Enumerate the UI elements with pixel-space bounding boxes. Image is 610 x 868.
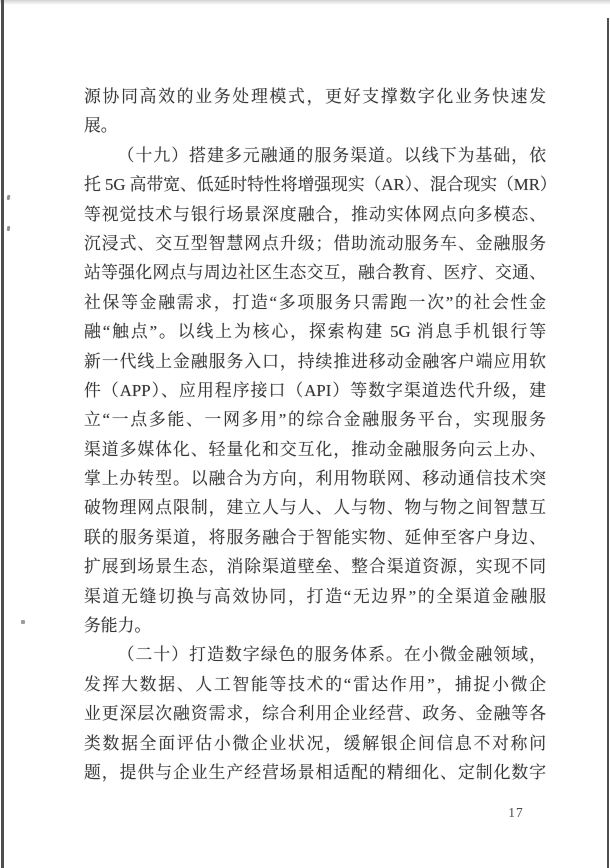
text-line: 业更深层次融资需求，综合利用企业经营、政务、金融等各 — [84, 704, 546, 724]
text-line: 沉浸式、交互型智慧网点升级；借助流动服务车、金融服务 — [84, 233, 546, 253]
scan-speck — [7, 226, 11, 231]
scan-speck — [7, 195, 11, 201]
text-line: 扩展到场景生态，消除渠道壁垒、整合渠道资源，实现不同 — [84, 557, 546, 577]
text-line: 源协同高效的业务处理模式，更好支撑数字化业务快速发 — [84, 87, 546, 106]
text-line: 件（APP）、应用程序接口（API）等数字渠道迭代升级，建 — [84, 380, 546, 400]
scan-edge-left — [1, 0, 4, 868]
text-line: 联的服务渠道，将服务融合于智能实物、延伸至客户身边、 — [84, 527, 546, 547]
scan-edge-right — [607, 18, 609, 868]
text-line: 掌上办转型。以融合为方向，利用物联网、移动通信技术突 — [84, 469, 546, 489]
text-line: 发挥大数据、人工智能等技术的“雷达作用”，捕捉小微企 — [84, 674, 546, 694]
text-line: （二十）打造数字绿色的服务体系。在小微金融领域， — [117, 645, 546, 665]
text-line: 托 5G 高带宽、低延时特性将增强现实（AR）、混合现实（MR） — [84, 175, 557, 195]
text-line: 题，提供与企业生产经营场景相适配的精细化、定制化数字 — [84, 762, 546, 782]
text-line: 新一代线上金融服务入口，持续推进移动金融客户端应用软 — [84, 351, 546, 371]
scan-top-shadow — [0, 0, 610, 5]
text-line: 破物理网点限制，建立人与人、人与物、物与物之间智慧互 — [84, 498, 546, 518]
text-line: 类数据全面评估小微企业状况，缓解银企间信息不对称问 — [84, 733, 546, 753]
text-line: （十九）搭建多元融通的服务渠道。以线下为基础，依 — [117, 145, 546, 165]
text-line: 等视觉技术与银行场景深度融合，推动实体网点向多模态、 — [84, 204, 546, 224]
page-number: 17 — [508, 805, 524, 820]
scan-speck — [21, 620, 25, 624]
text-line: 务能力。 — [84, 616, 152, 636]
text-line: 展。 — [84, 116, 118, 136]
text-line: 渠道无缝切换与高效协同，打造“无边界”的全渠道金融服 — [84, 586, 546, 606]
text-line: 立“一点多能、一网多用”的综合金融服务平台，实现服务 — [84, 410, 546, 430]
text-line: 站等强化网点与周边社区生态交互，融合教育、医疗、交通、 — [84, 263, 546, 283]
text-line: 渠道多媒体化、轻量化和交互化，推动金融服务向云上办、 — [84, 439, 546, 459]
text-line: 社保等金融需求，打造“多项服务只需跑一次”的社会性金 — [84, 292, 546, 312]
text-line: 融“触点”。以线上为核心，探索构建 5G 消息手机银行等 — [84, 322, 546, 342]
document-text-block — [84, 82, 557, 787]
